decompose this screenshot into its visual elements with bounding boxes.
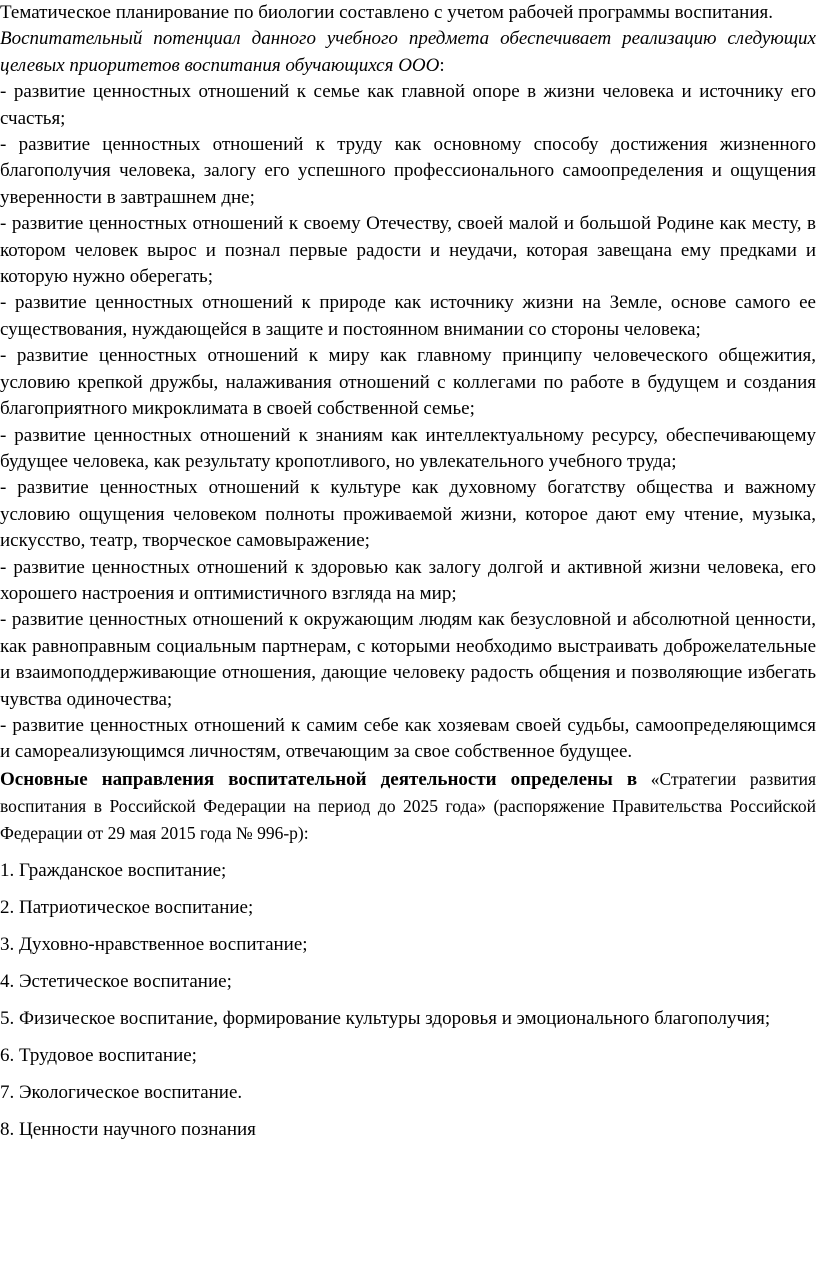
bullet-people: - развитие ценностных отношений к окружающим людям как безусловной и абсолютной ценности, как равноправным социальным партнерам, с которыми необходимо выстраивать доброжелательные и взаимоподдерживающие отношения, дающие человеку радость общения и позволяющие избегать чувства одиночества; bbox=[0, 609, 816, 710]
list-item: 8. Ценности научного познания bbox=[0, 1119, 256, 1140]
list-item: 5. Физическое воспитание, формирование культуры здоровья и эмоционального благополучия; bbox=[0, 1008, 771, 1029]
bullet-fatherland: - развитие ценностных отношений к своему Отечеству, своей малой и большой Родине как месту, в котором человек вырос и познал первые радости и неудачи, которая завещана ему предками и которую нужно оберегать; bbox=[0, 213, 816, 288]
list-item: 2. Патриотическое воспитание; bbox=[0, 897, 254, 918]
bullet-labor: - развитие ценностных отношений к труду как основному способу достижения жизненного благополучия человека, залогу его успешного профессионального самоопределения и ощущения уверенности в завтрашнем дне; bbox=[0, 134, 816, 208]
list-item: 3. Духовно-нравственное воспитание; bbox=[0, 934, 308, 955]
bullet-peace: - развитие ценностных отношений к миру как главному принципу человеческого общежития, условию крепкой дружбы, налаживания отношений с коллегами по работе в будущем и создания благоприятного микроклимата в своей собственной семье; bbox=[0, 345, 816, 420]
potential-colon: : bbox=[439, 54, 445, 76]
potential-paragraph bbox=[0, 26, 816, 79]
directions-paragraph bbox=[0, 766, 816, 846]
directions-bold-text: Основные направления воспитательной деятельности определены в bbox=[0, 768, 638, 790]
list-item: 6. Трудовое воспитание; bbox=[0, 1045, 197, 1066]
bullet-knowledge: - развитие ценностных отношений к знаниям как интеллектуальному ресурсу, обеспечивающему будущее человека, как результату кропотливого, но увлекательного учебного труда; bbox=[0, 424, 816, 472]
bullet-culture: - развитие ценностных отношений к культуре как духовному богатству общества и важному условию ощущения человеком полноты проживаемой жизни, которое дают ему чтение, музыка, искусство, театр, творческое самовыражение; bbox=[0, 477, 816, 552]
bullet-nature: - развитие ценностных отношений к природе как источнику жизни на Земле, основе самого ее существования, нуждающейся в защите и постоянном внимании со стороны человека; bbox=[0, 292, 816, 340]
bullet-family: - развитие ценностных отношений к семье как главной опоре в жизни человека и источнику его счастья; bbox=[0, 81, 816, 129]
directions-rest-text: «Стратегии развития воспитания в Российской Федерации на период до 2025 года» (распоряжение Правительства Российской Федерации от 29 мая 2015 года № 996-р): bbox=[0, 768, 816, 843]
list-item: 7. Экологическое воспитание. bbox=[0, 1082, 243, 1103]
bullet-self: - развитие ценностных отношений к самим себе как хозяевам своей судьбы, самоопределяющимся и самореализующимся личностям, отвечающим за свое собственное будущее. bbox=[0, 714, 816, 763]
intro-paragraph: Тематическое планирование по биологии составлено с учетом рабочей программы воспитания. bbox=[0, 2, 773, 23]
potential-italic-text: Воспитательный потенциал данного учебного предмета обеспечивает реализацию следующих целевых приоритетов воспитания обучающихся ООО bbox=[0, 28, 816, 76]
bullet-health: - развитие ценностных отношений к здоровью как залогу долгой и активной жизни человека, его хорошего настроения и оптимистичного взгляда на мир; bbox=[0, 556, 816, 604]
directions-list bbox=[0, 858, 816, 1143]
list-item: 4. Эстетическое воспитание; bbox=[0, 971, 232, 992]
list-item: 1. Гражданское воспитание; bbox=[0, 860, 227, 881]
